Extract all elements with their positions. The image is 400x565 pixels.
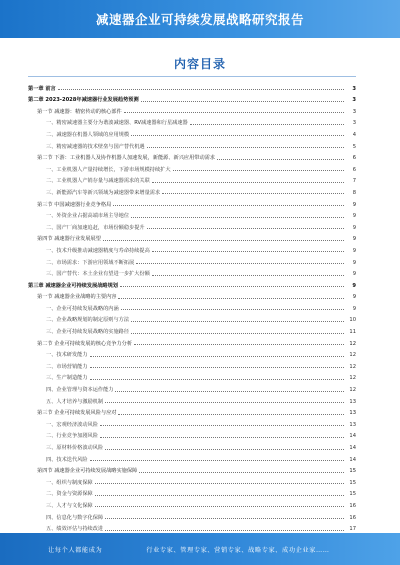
toc-page-number: 9 [352,201,356,208]
toc-entry[interactable] [28,486,356,498]
toc-divider [28,76,356,77]
toc-leader-dots [152,182,344,183]
toc-entry[interactable] [28,497,356,509]
toc-entry[interactable] [28,150,356,162]
toc-leader-dots [131,135,344,136]
toc-entry[interactable] [28,405,356,417]
toc-leader-dots [58,89,344,90]
toc-leader-dots [118,414,344,415]
toc-leader-dots [147,147,344,148]
toc-page-number: 9 [352,224,356,231]
toc-entry-label: 二、减速器在机器人领域的应用规模 [46,131,130,138]
toc-leader-dots [100,425,344,426]
toc-entry[interactable] [28,323,356,335]
toc-leader-dots [162,193,344,194]
toc-leader-dots [95,506,344,507]
toc-page-number: 14 [349,456,356,463]
toc-entry-label: 二、市场营销能力 [46,363,88,370]
toc-page-number: 13 [349,421,356,428]
toc-page-number: 6 [352,155,356,162]
toc-leader-dots [121,309,344,310]
toc-leader-dots [103,240,344,241]
toc-entry[interactable] [28,509,356,521]
toc-entry[interactable] [28,393,356,405]
toc-entry-label: 第三章 减速器企业可持续发展战略规划 [28,282,118,289]
toc-entry[interactable] [28,138,356,150]
toc-entry[interactable] [28,277,356,289]
toc-leader-dots [118,298,344,299]
toc-entry[interactable] [28,115,356,127]
toc-leader-dots [190,124,344,125]
toc-page-number: 9 [352,247,356,254]
toc-entry[interactable] [28,370,356,382]
toc-entry[interactable] [28,381,356,393]
toc-page-number: 12 [349,340,356,347]
toc-page-number: 15 [349,491,356,498]
toc-leader-dots [115,391,344,392]
toc-entry[interactable] [28,161,356,173]
toc-entry-label: 一、企业可持续发展战略的内涵 [46,305,119,312]
toc-page-number: 9 [352,236,356,243]
toc-entry-label: 三、企业可持续发展战略的实施路径 [46,329,130,336]
toc-page-number: 9 [352,305,356,312]
toc-page-number: 13 [349,398,356,405]
toc-leader-dots [105,402,344,403]
toc-entry-label: 第一节 减速器企业战略的主要内容 [37,294,117,301]
footer-slogan: 让每个人都能成为 [48,546,103,554]
toc-entry-label: 二、国产厂商加速追赶，市场份额稳步提升 [46,224,145,231]
toc-leader-dots [134,344,344,345]
toc-entry[interactable] [28,80,356,92]
toc-entry-label: 一、外资企业占据高端市场主导地位 [46,213,130,220]
toc-entry[interactable] [28,126,356,138]
toc-leader-dots [131,321,344,322]
toc-page-number: 9 [352,259,356,266]
toc-entry[interactable] [28,219,356,231]
toc-page-number: 16 [349,502,356,509]
toc-leader-dots [217,159,344,160]
toc-entry-label: 一、宏观经济波动风险 [46,421,98,428]
toc-entry[interactable] [28,242,356,254]
toc-entry[interactable] [28,254,356,266]
toc-leader-dots [100,437,344,438]
toc-leader-dots [124,112,344,113]
toc-page-number: 17 [349,526,356,533]
toc-entry-label: 一、组织与制度保障 [46,479,93,486]
toc-leader-dots [113,205,344,206]
toc-page-number: 8 [352,189,356,196]
report-header-banner [0,0,400,38]
toc-page-number: 14 [349,445,356,451]
toc-page-number: 3 [352,85,356,92]
toc-entry[interactable] [28,521,356,533]
toc-page-number: 9 [352,213,356,220]
toc-leader-dots [120,286,344,287]
toc-leader-dots [141,101,344,102]
toc-entry-label: 四、信息化与数字化保障 [46,514,104,521]
toc-entry-label: 第二节 企业可持续发展的核心竞争力分析 [37,340,133,347]
toc-leader-dots [90,367,344,368]
toc-entry-label: 四、企业管理与资本运作能力 [46,387,114,394]
toc-entry-label: 第四节 减速器行业发展展望 [37,236,101,243]
toc-leader-dots [152,251,344,252]
toc-title: 内容目录 [173,57,226,71]
toc-page-number: 9 [352,271,356,278]
toc-entry-label: 第四节 减速器企业可持续发展战略实施保障 [37,468,138,475]
toc-entry[interactable] [28,289,356,301]
toc-page-number: 3 [352,120,356,127]
toc-entry[interactable] [28,196,356,208]
toc-entry[interactable] [28,439,356,451]
toc-leader-dots [131,217,344,218]
toc-entry[interactable] [28,347,356,359]
toc-page-number: 16 [349,514,356,521]
footer-roles: 行业专家、管理专家、营销专家、战略专家、成功企业家…… [146,546,330,554]
toc-leader-dots [90,460,344,461]
toc-entry-label: 三、国产替代：本土企业有望进一步扩大份额 [46,271,150,278]
toc-entry-label: 第二章 2023-2028年减速器行业发展趋势预测 [28,97,139,104]
toc-entry[interactable] [28,451,356,463]
toc-entry-label: 二、企业战略规划的制定原则与方法 [46,317,130,324]
toc-page-number: 12 [349,352,356,359]
toc-page-number: 7 [352,178,356,185]
toc-entry-label: 三、人才与文化保障 [46,502,93,509]
toc-entry[interactable] [28,474,356,486]
toc-entry-label: 第一节 减速器：精密传动的核心部件 [37,108,122,115]
toc-leader-dots [152,275,344,276]
toc-page-number: 4 [352,131,356,138]
toc-page-number: 9 [352,282,356,289]
toc-page-number: 10 [349,317,356,324]
toc-entry-label: 一、工业机器人产量持续增长，下游市场规模持续扩大 [46,166,171,173]
toc-page-number: 15 [349,479,356,486]
footer-banner [0,533,400,565]
toc-entry-label: 三、原材料价格波动风险 [46,445,104,451]
toc-entry-label: 五、人才培养与激励机制 [46,398,104,405]
toc-entry[interactable] [28,416,356,428]
toc-entry[interactable] [28,208,356,220]
toc-leader-dots [173,170,344,171]
toc-page-number: 12 [349,375,356,382]
table-of-contents [28,80,356,544]
toc-leader-dots [139,472,344,473]
toc-leader-dots [90,379,344,380]
toc-entry-label: 第二节 下游：工业机器人及协作机器人加速发展，新能源、新兴应用带动需求 [37,155,216,162]
toc-entry-label: 一、精密减速器主要分为谐波减速器、RV减速器和行星减速器 [46,120,188,127]
toc-leader-dots [105,449,344,450]
toc-page-number: 5 [352,143,356,150]
toc-leader-dots [147,228,344,229]
toc-entry[interactable] [28,335,356,347]
toc-entry[interactable] [28,173,356,185]
toc-entry[interactable] [28,312,356,324]
toc-leader-dots [131,333,344,334]
toc-page-number: 12 [349,363,356,370]
toc-entry[interactable] [28,300,356,312]
toc-leader-dots [95,495,344,496]
toc-entry-label: 三、新能源汽车等新兴领域为减速器带来增量需求 [46,189,161,196]
toc-entry-label: 一、技术研发能力 [46,352,88,359]
toc-entry-label: 一、技术升级推动减速器精度与寿命持续提高 [46,247,150,254]
toc-entry-label: 第一章 前言 [28,85,56,92]
toc-leader-dots [90,356,344,357]
toc-page-number: 3 [352,108,356,115]
toc-entry-label: 第三节 中国减速器行业竞争格局 [37,201,112,208]
toc-entry[interactable] [28,463,356,475]
toc-entry[interactable] [28,103,356,115]
toc-entry-label: 三、生产制造能力 [46,375,88,382]
toc-entry[interactable] [28,358,356,370]
toc-entry-label: 二、行业竞争加剧风险 [46,433,98,440]
toc-page-number: 9 [352,294,356,301]
toc-page-number: 3 [352,97,356,104]
toc-entry-label: 三、精密减速器的技术壁垒与国产替代机遇 [46,143,145,150]
toc-leader-dots [136,263,344,264]
toc-page-number: 11 [349,329,356,336]
toc-entry-label: 二、工业机器人产销存量与减速器需求的关联 [46,178,150,185]
toc-entry[interactable] [28,266,356,278]
toc-entry-label: 五、绩效评估与持续改进 [46,526,104,533]
toc-page-number: 15 [349,468,356,475]
toc-entry[interactable] [28,231,356,243]
toc-leader-dots [105,530,344,531]
toc-entry[interactable] [28,184,356,196]
toc-page-number: 12 [349,387,356,394]
toc-entry[interactable] [28,428,356,440]
toc-leader-dots [105,518,344,519]
toc-leader-dots [95,483,344,484]
toc-entry[interactable] [28,92,356,104]
toc-page-number: 14 [349,433,356,440]
toc-page-number: 13 [349,410,356,417]
toc-entry-label: 二、资金与资源保障 [46,491,93,498]
toc-entry-label: 二、市场需求：下游应用领域不断拓展 [46,259,135,266]
toc-page-number: 6 [352,166,356,173]
toc-entry-label: 四、技术迭代风险 [46,456,88,463]
report-title: 减速器企业可持续发展战略研究报告 [95,12,304,27]
toc-entry-label: 第三节 企业可持续发展风险与应对 [37,410,117,417]
